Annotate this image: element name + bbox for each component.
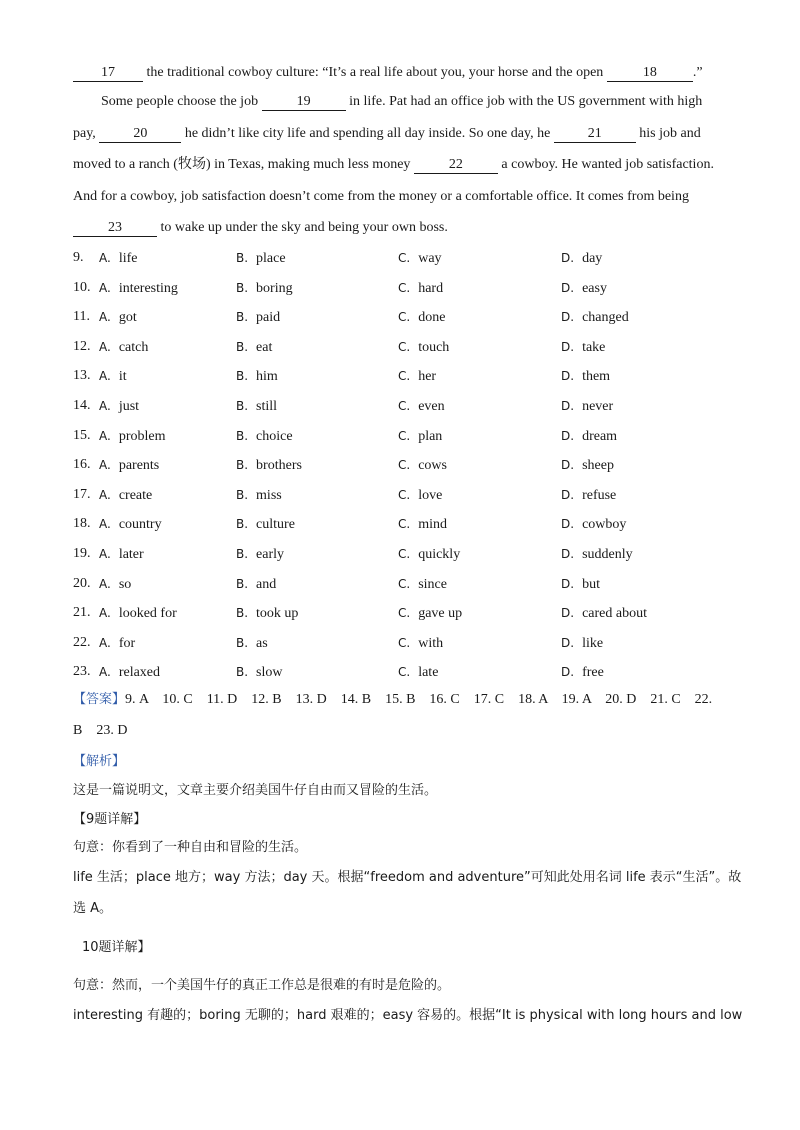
question-row xyxy=(73,278,733,298)
option-text: catch xyxy=(118,339,149,355)
option-letter: D. xyxy=(561,487,575,502)
option-text: problem xyxy=(118,428,166,444)
question-row xyxy=(73,544,733,564)
option-letter: D. xyxy=(561,606,575,621)
option-letter: C. xyxy=(398,280,411,295)
option-b xyxy=(236,396,277,417)
question-number: 22. xyxy=(73,634,91,650)
option-c xyxy=(398,278,443,299)
option-text: take xyxy=(582,339,606,355)
option-letter: C. xyxy=(398,458,411,473)
option-letter: A. xyxy=(99,399,111,413)
option-c xyxy=(398,574,447,595)
option-text: mind xyxy=(418,517,447,533)
option-text: cowboy xyxy=(582,517,627,533)
option-text: even xyxy=(418,399,445,414)
option-d xyxy=(561,278,607,299)
option-letter: B. xyxy=(236,369,249,384)
option-letter: C. xyxy=(398,606,411,621)
option-letter: A. xyxy=(99,339,111,354)
option-text: still xyxy=(256,399,278,414)
option-letter: C. xyxy=(398,369,411,384)
option-text: but xyxy=(582,576,600,592)
option-d xyxy=(561,485,616,506)
option-text: country xyxy=(118,517,162,533)
option-a xyxy=(99,574,131,595)
option-text: hard xyxy=(418,280,444,296)
passage-line-2 xyxy=(101,92,702,112)
option-text: slow xyxy=(256,665,283,681)
option-text: like xyxy=(582,635,604,651)
passage-text: his job and xyxy=(635,126,701,141)
option-letter: B. xyxy=(236,339,249,354)
option-text: never xyxy=(582,399,614,414)
question-row xyxy=(73,307,733,327)
question-row xyxy=(73,337,733,357)
question-number: 13. xyxy=(73,368,91,384)
option-letter: D. xyxy=(561,369,575,384)
option-c xyxy=(398,248,442,269)
option-a xyxy=(99,337,148,358)
option-letter: A. xyxy=(99,280,111,295)
passage-text: in life. Pat had an office job with the US government with high xyxy=(345,94,703,109)
question-number: 21. xyxy=(73,605,91,621)
question-number: 9. xyxy=(73,250,84,265)
passage-text: pay, xyxy=(73,126,100,141)
option-d xyxy=(561,455,614,476)
option-d xyxy=(561,633,603,654)
option-letter: A. xyxy=(99,310,111,325)
option-d xyxy=(561,662,604,683)
option-d xyxy=(561,396,613,417)
question-row xyxy=(73,514,733,534)
q10-meaning: 句意：然而，一个美国牛仔的真正工作总是很难的有时是危险的。 xyxy=(73,978,451,993)
option-a xyxy=(99,603,177,624)
option-text: as xyxy=(256,635,268,651)
option-letter: D. xyxy=(561,280,575,295)
question-number: 18. xyxy=(73,516,91,532)
option-text: boring xyxy=(256,280,293,296)
question-row xyxy=(73,603,733,623)
option-d xyxy=(561,307,629,328)
option-c xyxy=(398,633,443,654)
option-text: paid xyxy=(256,310,281,326)
option-text: cared about xyxy=(582,606,647,622)
option-letter: C. xyxy=(398,547,411,561)
option-b xyxy=(236,366,278,387)
option-c xyxy=(398,662,438,683)
option-text: parents xyxy=(118,458,160,474)
option-letter: A. xyxy=(99,251,111,265)
option-text: just xyxy=(118,399,140,414)
option-letter: C. xyxy=(398,487,411,502)
question-row xyxy=(73,485,733,505)
option-a xyxy=(99,633,135,654)
passage-text: Some people choose the job xyxy=(101,94,262,109)
option-d xyxy=(561,337,605,358)
option-text: late xyxy=(418,665,439,681)
blank-18: 18 xyxy=(607,65,693,82)
option-b xyxy=(236,633,268,654)
q10-explanation-1: interesting 有趣的；boring 无聊的；hard 艰难的；easy 容易的。根据“It is physical with long hours and low xyxy=(73,1008,743,1023)
option-text: done xyxy=(418,310,446,326)
option-letter: D. xyxy=(561,339,575,354)
option-text: touch xyxy=(418,339,450,355)
blank-23: 23 xyxy=(73,220,157,237)
q9-meaning: 句意：你看到了一种自由和冒险的生活。 xyxy=(73,840,308,855)
passage-line-5: And for a cowboy, job satisfaction doesn’t come from the money or a comfortable office. It comes from being xyxy=(73,189,689,204)
question-row xyxy=(73,426,733,446)
answer-line-2: B 23. D xyxy=(73,723,128,738)
option-letter: D. xyxy=(561,547,575,561)
passage-line-3 xyxy=(73,124,701,144)
option-letter: D. xyxy=(561,517,575,532)
option-text: gave up xyxy=(418,606,463,622)
question-number: 12. xyxy=(73,338,91,354)
option-letter: D. xyxy=(561,399,575,413)
question-row xyxy=(73,396,733,416)
question-number: 16. xyxy=(73,457,91,473)
option-c xyxy=(398,455,447,476)
option-text: interesting xyxy=(118,280,178,296)
q9-explanation-2: 选 A。 xyxy=(73,901,113,916)
option-c xyxy=(398,485,442,506)
option-c xyxy=(398,366,436,387)
option-text: love xyxy=(418,487,443,503)
option-letter: B. xyxy=(236,576,249,591)
passage-line-6 xyxy=(73,218,448,238)
option-b xyxy=(236,426,293,447)
option-a xyxy=(99,485,152,506)
option-text: easy xyxy=(582,280,607,296)
passage-text: the traditional cowboy culture: “It’s a real life about you, your horse and the open xyxy=(143,65,607,80)
option-letter: B. xyxy=(236,310,249,325)
option-text: quickly xyxy=(418,547,461,562)
option-letter: B. xyxy=(236,606,249,621)
option-letter: D. xyxy=(561,310,575,325)
option-b xyxy=(236,514,295,535)
option-text: looked for xyxy=(118,606,177,622)
question-number: 20. xyxy=(73,575,91,591)
option-a xyxy=(99,278,178,299)
option-b xyxy=(236,455,302,476)
option-d xyxy=(561,366,610,387)
option-b xyxy=(236,248,286,269)
option-letter: B. xyxy=(236,458,249,473)
passage-text: moved to a ranch (牧场) in Texas, making much less money xyxy=(73,157,414,172)
option-letter: C. xyxy=(398,517,411,532)
option-b xyxy=(236,485,282,506)
option-text: since xyxy=(418,576,447,592)
question-number: 11. xyxy=(73,309,90,325)
option-c xyxy=(398,426,442,447)
analysis-label: 【解析】 xyxy=(73,754,126,769)
option-text: sheep xyxy=(582,458,614,474)
passage-text: to wake up under the sky and being your own boss. xyxy=(157,220,448,235)
blank-19: 19 xyxy=(262,94,346,111)
option-text: it xyxy=(118,369,127,385)
question-row xyxy=(73,662,733,682)
option-d xyxy=(561,544,633,565)
option-a xyxy=(99,307,137,328)
option-text: took up xyxy=(256,606,299,622)
option-b xyxy=(236,662,283,683)
option-text: free xyxy=(582,665,604,681)
option-text: got xyxy=(118,310,137,326)
option-letter: D. xyxy=(561,458,575,473)
option-d xyxy=(561,248,602,269)
option-letter: A. xyxy=(99,458,111,473)
option-letter: A. xyxy=(99,547,111,561)
question-number: 23. xyxy=(73,664,91,680)
blank-22: 22 xyxy=(414,157,498,174)
option-text: dream xyxy=(582,428,618,444)
option-text: way xyxy=(418,251,442,266)
option-text: relaxed xyxy=(118,665,161,681)
option-letter: A. xyxy=(99,665,111,680)
question-number: 10. xyxy=(73,279,91,295)
option-letter: A. xyxy=(99,576,111,591)
passage-text: .” xyxy=(692,65,703,80)
option-letter: D. xyxy=(561,428,575,443)
option-letter: D. xyxy=(561,635,575,650)
option-a xyxy=(99,366,127,387)
blank-17: 17 xyxy=(73,65,143,82)
question-row xyxy=(73,366,733,386)
option-b xyxy=(236,574,276,595)
question-number: 14. xyxy=(73,398,91,413)
option-b xyxy=(236,337,272,358)
option-text: and xyxy=(256,576,277,592)
option-letter: B. xyxy=(236,251,249,265)
option-a xyxy=(99,396,139,417)
option-b xyxy=(236,544,284,565)
option-d xyxy=(561,603,647,624)
option-letter: C. xyxy=(398,576,411,591)
option-a xyxy=(99,426,165,447)
option-text: them xyxy=(582,369,611,385)
option-letter: B. xyxy=(236,280,249,295)
option-letter: D. xyxy=(561,576,575,591)
blank-21: 21 xyxy=(554,126,636,143)
option-a xyxy=(99,544,144,565)
option-c xyxy=(398,603,462,624)
option-c xyxy=(398,514,447,535)
option-a xyxy=(99,662,160,683)
option-b xyxy=(236,307,280,328)
option-c xyxy=(398,337,449,358)
passage-line-4 xyxy=(73,155,714,175)
option-letter: A. xyxy=(99,606,111,621)
option-text: life xyxy=(118,251,138,266)
option-letter: A. xyxy=(99,369,111,384)
option-letter: B. xyxy=(236,399,249,413)
option-text: with xyxy=(418,635,444,651)
question-number: 15. xyxy=(73,427,91,443)
option-letter: B. xyxy=(236,547,249,561)
option-letter: B. xyxy=(236,635,249,650)
option-text: for xyxy=(118,635,136,651)
option-a xyxy=(99,248,137,269)
option-c xyxy=(398,544,460,565)
option-text: so xyxy=(118,576,132,592)
option-text: plan xyxy=(418,428,443,444)
option-letter: B. xyxy=(236,428,249,443)
option-text: him xyxy=(256,369,278,385)
option-d xyxy=(561,574,600,595)
option-letter: A. xyxy=(99,517,111,532)
option-text: place xyxy=(256,251,286,266)
analysis-summary: 这是一篇说明文，文章主要介绍美国牛仔自由而又冒险的生活。 xyxy=(73,783,438,798)
option-c xyxy=(398,307,445,328)
option-text: suddenly xyxy=(582,547,633,562)
option-text: later xyxy=(118,547,144,562)
question-row xyxy=(73,633,733,653)
option-letter: A. xyxy=(99,635,111,650)
question-number: 19. xyxy=(73,546,91,561)
option-b xyxy=(236,603,298,624)
option-letter: B. xyxy=(236,517,249,532)
option-d xyxy=(561,426,617,447)
option-text: cows xyxy=(418,458,447,474)
option-letter: C. xyxy=(398,251,411,265)
option-letter: D. xyxy=(561,251,575,265)
answer-line-1 xyxy=(73,690,712,710)
option-letter: D. xyxy=(561,665,575,680)
option-text: create xyxy=(118,487,153,503)
option-text: choice xyxy=(256,428,293,444)
option-letter: C. xyxy=(398,635,411,650)
q9-explanation-1: life 生活；place 地方；way 方法；day 天。根据“freedom and adventure”可知此处用名词 life 表示“生活”。故 xyxy=(73,870,742,885)
option-letter: C. xyxy=(398,399,411,413)
question-number: 17. xyxy=(73,486,91,502)
option-letter: A. xyxy=(99,487,111,502)
option-text: brothers xyxy=(256,458,302,474)
option-letter: A. xyxy=(99,428,111,443)
option-a xyxy=(99,455,159,476)
answer-values: 9. A 10. C 11. D 12. B 13. D 14. B 15. B 16. C 17. C 18. A 19. A 20. D 21. C 22. xyxy=(125,692,713,707)
option-letter: C. xyxy=(398,339,411,354)
option-text: refuse xyxy=(582,487,617,503)
option-text: culture xyxy=(256,517,295,533)
question-row xyxy=(73,574,733,594)
option-letter: B. xyxy=(236,665,249,680)
answer-label: 【答案】 xyxy=(73,692,126,707)
q10-heading: 10题详解】 xyxy=(82,940,151,955)
question-row xyxy=(73,455,733,475)
option-letter: C. xyxy=(398,310,411,325)
option-letter: B. xyxy=(236,487,249,502)
option-letter: C. xyxy=(398,428,411,443)
option-text: early xyxy=(256,547,285,562)
option-b xyxy=(236,278,293,299)
passage-line-1 xyxy=(73,63,703,83)
passage-text: a cowboy. He wanted job satisfaction. xyxy=(497,157,714,172)
blank-20: 20 xyxy=(99,126,181,143)
option-text: miss xyxy=(256,487,282,503)
passage-text: he didn’t like city life and spending all day inside. So one day, he xyxy=(181,126,554,141)
option-text: changed xyxy=(582,310,629,326)
question-row xyxy=(73,248,733,268)
option-a xyxy=(99,514,162,535)
q9-heading: 【9题详解】 xyxy=(73,812,147,827)
option-text: day xyxy=(582,251,603,266)
option-c xyxy=(398,396,445,417)
option-text: eat xyxy=(256,339,273,355)
option-d xyxy=(561,514,626,535)
option-text: her xyxy=(418,369,437,385)
option-letter: C. xyxy=(398,665,411,680)
